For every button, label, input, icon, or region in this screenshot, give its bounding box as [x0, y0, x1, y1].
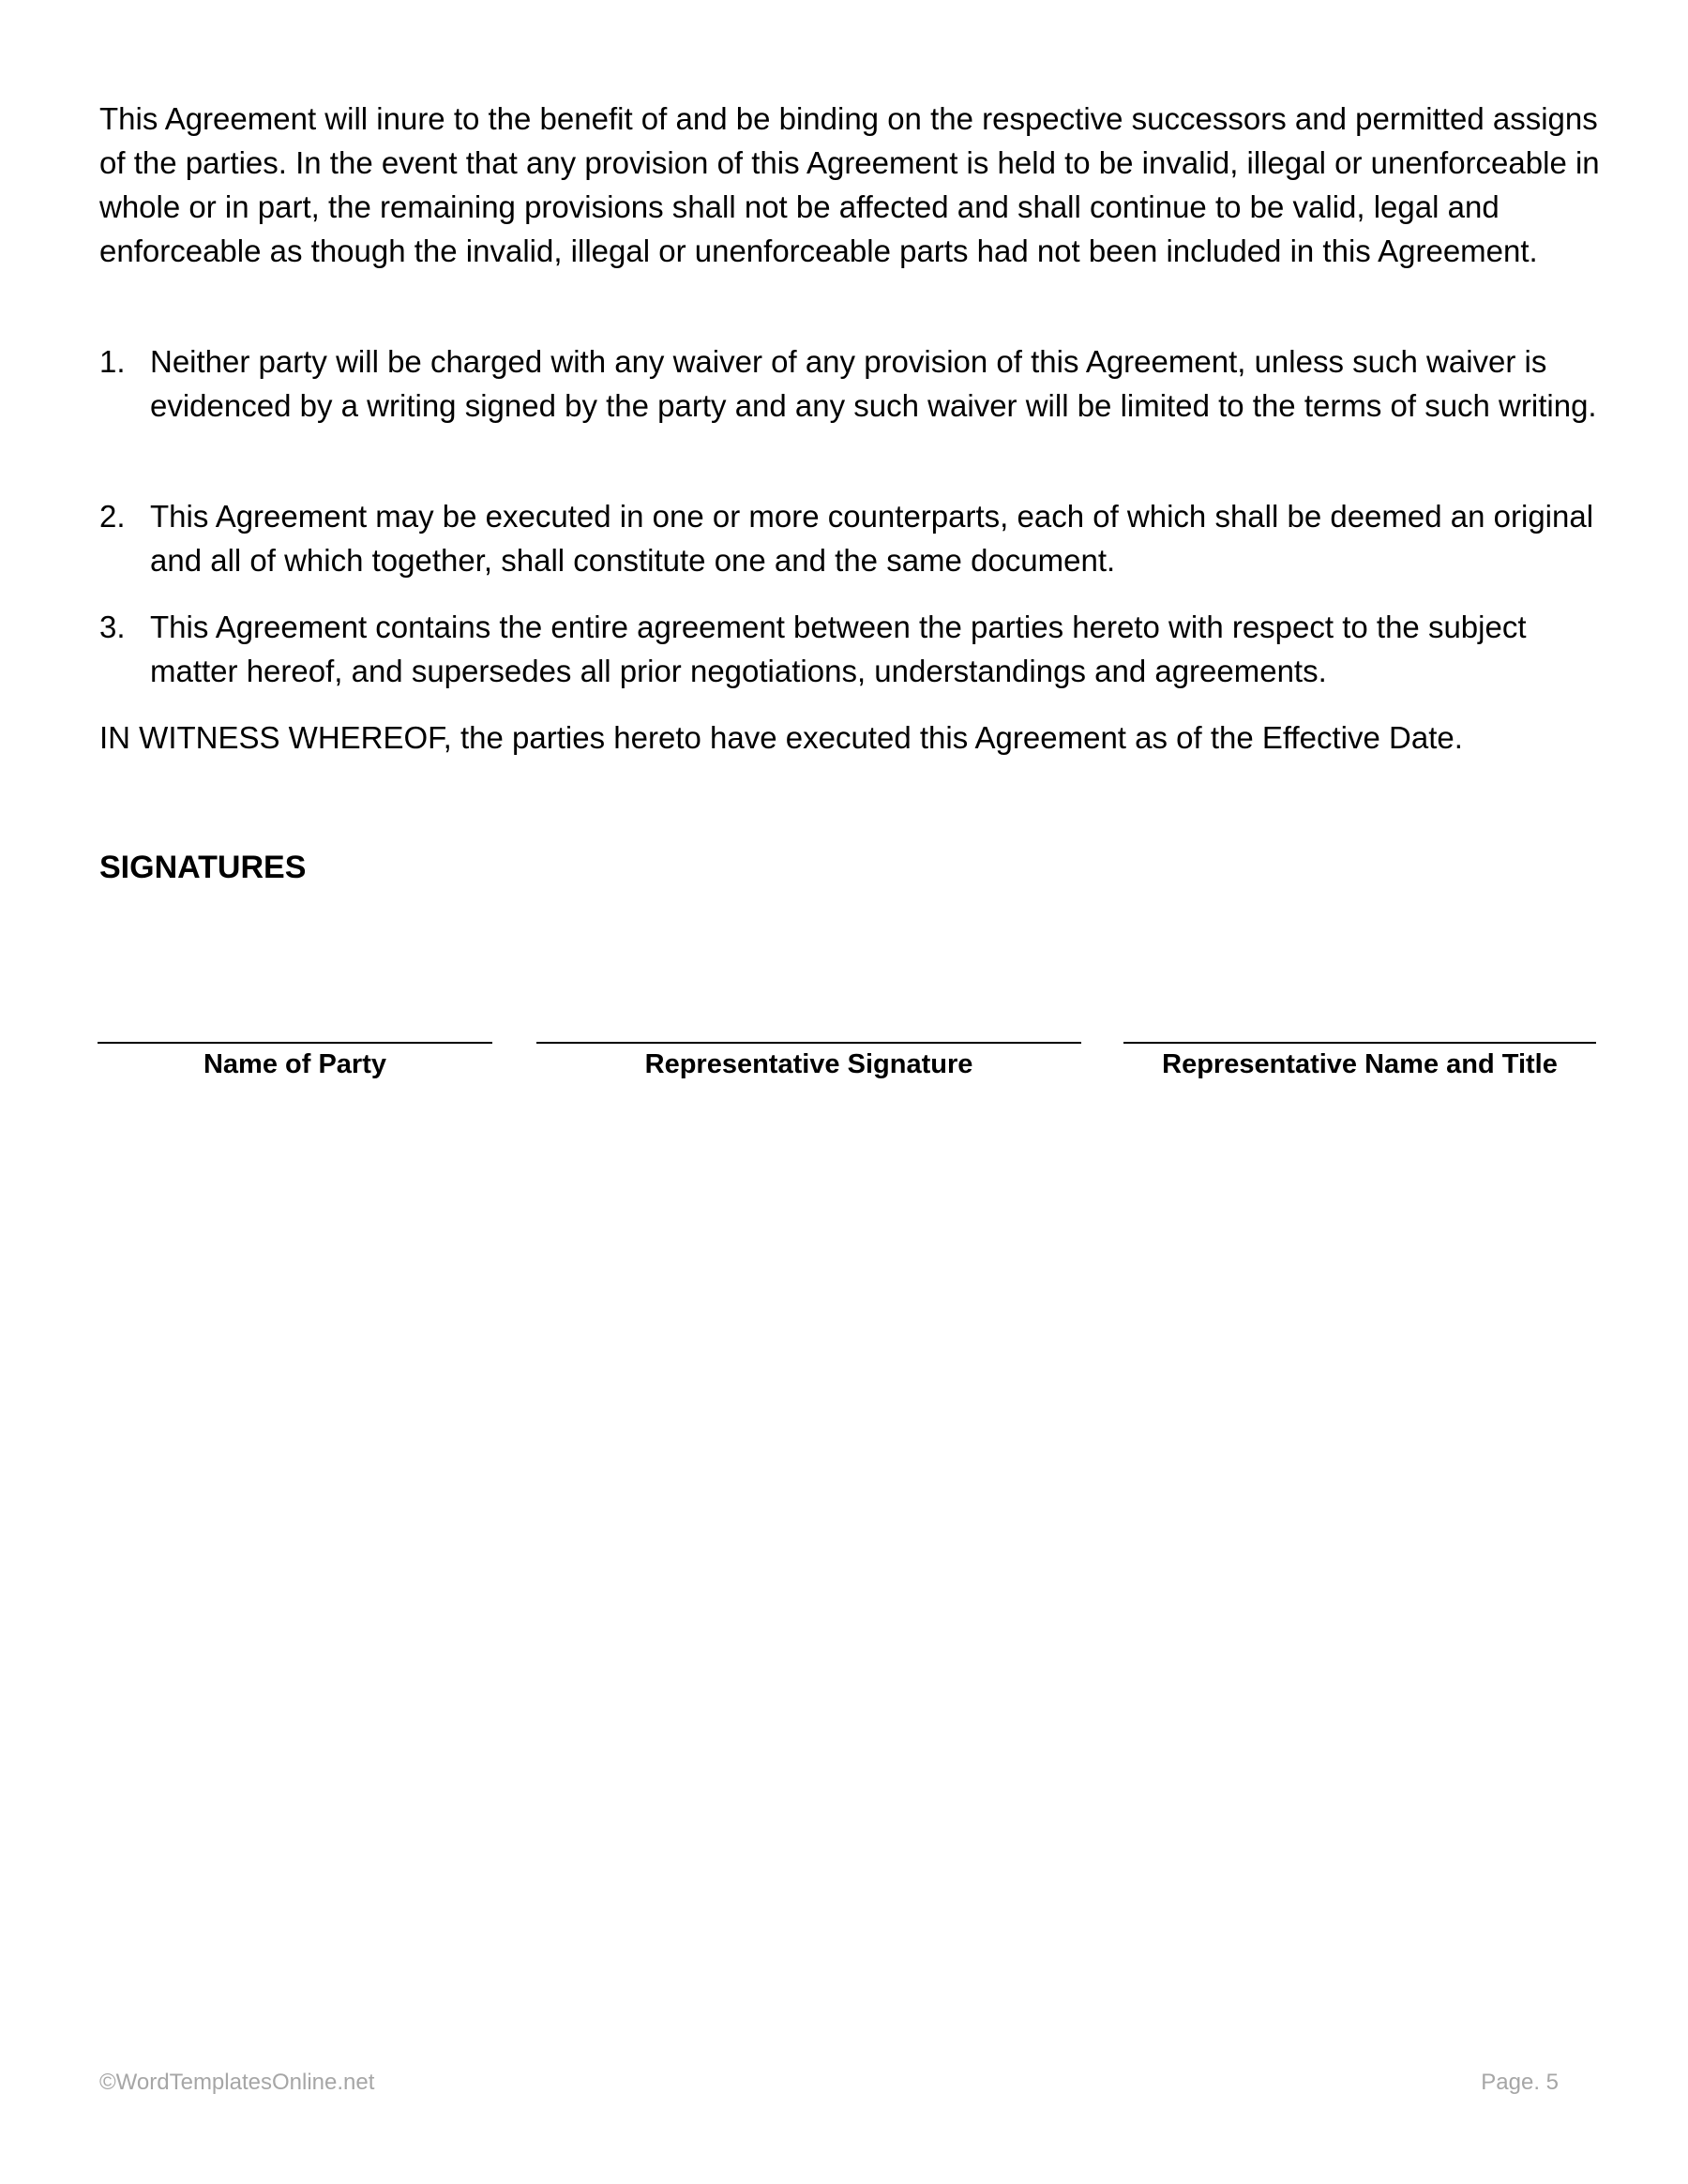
witness-clause: IN WITNESS WHEREOF, the parties hereto have executed this Agreement as of the Effective Date. — [99, 720, 1463, 755]
signature-label: Representative Signature — [644, 1049, 973, 1079]
signature-block-party-name[interactable] — [98, 1042, 492, 1080]
footer-copyright: ©WordTemplatesOnline.net — [99, 2070, 375, 2095]
list-item — [99, 339, 1600, 428]
list-item-text: This Agreement may be executed in one or more counterparts, each of which shall be deemed an original and all of which together, shall constitute one and the same document. — [150, 499, 1594, 578]
footer-page-number: Page. 5 — [1481, 2070, 1559, 2095]
list-item-text: Neither party will be charged with any waiver of any provision of this Agreement, unless such waiver is evidenced by a writing signed by the party and any such waiver will be limited to the terms of such writing. — [150, 344, 1597, 423]
signature-block-representative-name-title[interactable] — [1123, 1042, 1596, 1080]
signature-label: Name of Party — [203, 1049, 386, 1079]
list-item — [99, 605, 1600, 693]
list-item — [99, 494, 1600, 582]
list-item-number: 1. — [99, 344, 126, 379]
list-item-number: 3. — [99, 610, 126, 644]
signature-block-representative-signature[interactable] — [536, 1042, 1081, 1080]
list-item-text: This Agreement contains the entire agreement between the parties hereto with respect to the subject matter hereof, and supersedes all prior negotiations, understandings and agreements. — [150, 610, 1527, 688]
list-item-number: 2. — [99, 499, 126, 534]
signatures-heading: SIGNATURES — [99, 850, 307, 885]
intro-paragraph: This Agreement will inure to the benefit of and be binding on the respective successors and permitted assigns of the parties. In the event that any provision of this Agreement is held to be invalid, illegal or unenforceable in whole or in part, the remaining provisions shall not be affected and shall continue to be valid, legal and enforceable as though the invalid, illegal or unenforceable parts had not been included in this Agreement. — [99, 101, 1600, 268]
signature-label: Representative Name and Title — [1162, 1049, 1558, 1079]
